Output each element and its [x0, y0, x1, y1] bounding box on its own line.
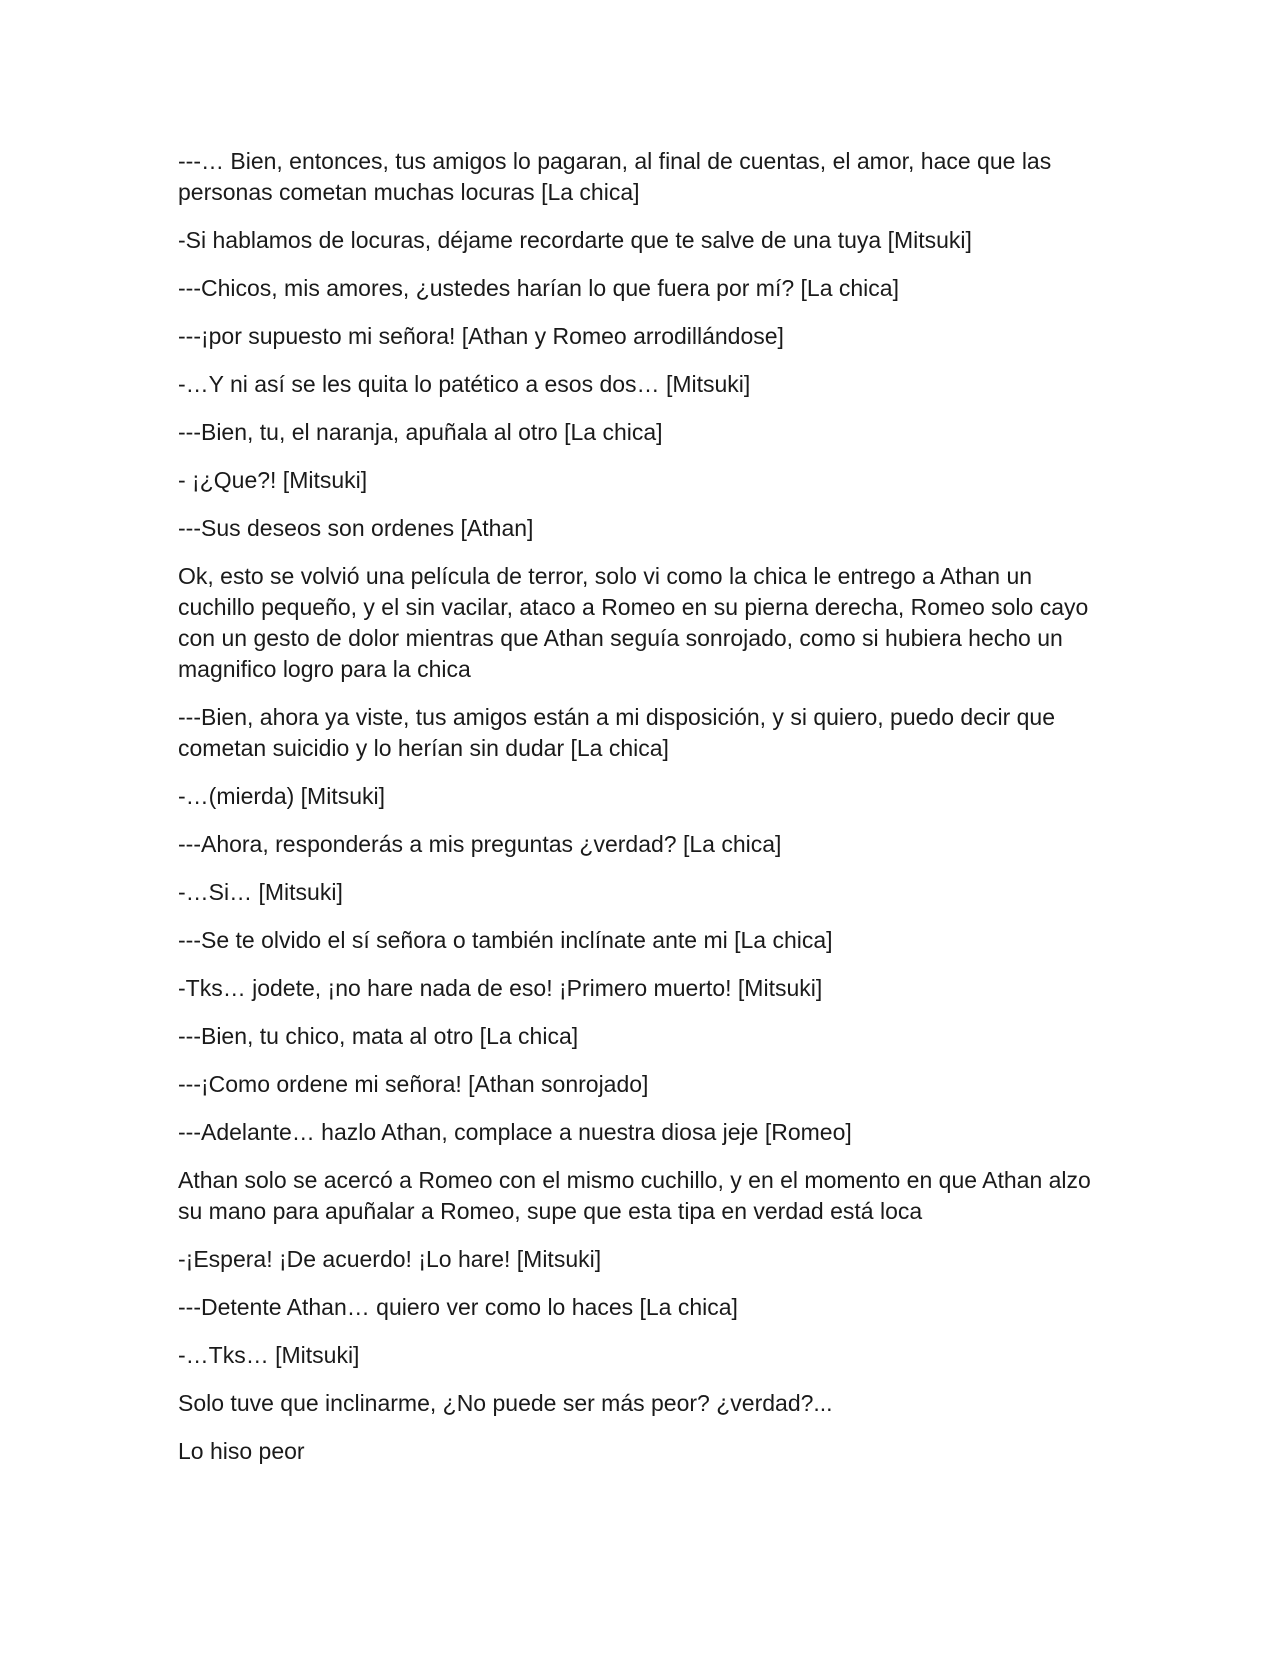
paragraph: -Si hablamos de locuras, déjame recordarte que te salve de una tuya [Mitsuki] [178, 227, 972, 253]
paragraph: ---¡por supuesto mi señora! [Athan y Romeo arrodillándose] [178, 323, 784, 349]
paragraph: ---Adelante… hazlo Athan, complace a nuestra diosa jeje [Romeo] [178, 1119, 852, 1145]
paragraph: ---Se te olvido el sí señora o también inclínate ante mi [La chica] [178, 927, 833, 953]
paragraph: - ¡¿Que?! [Mitsuki] [178, 467, 368, 493]
paragraph: ---Chicos, mis amores, ¿ustedes harían lo que fuera por mí? [La chica] [178, 275, 899, 301]
paragraph: ---Bien, tu chico, mata al otro [La chica] [178, 1023, 579, 1049]
paragraph: -…(mierda) [Mitsuki] [178, 783, 386, 809]
paragraph: -¡Espera! ¡De acuerdo! ¡Lo hare! [Mitsuki] [178, 1246, 602, 1272]
paragraph: ---Bien, ahora ya viste, tus amigos están a mi disposición, y si quiero, puedo decir que cometan suicidio y lo herían sin dudar [La chica] [178, 704, 1055, 761]
paragraph: ---Ahora, responderás a mis preguntas ¿verdad? [La chica] [178, 831, 782, 857]
paragraph: ---… Bien, entonces, tus amigos lo pagaran, al final de cuentas, el amor, hace que las personas cometan muchas locuras [La chica] [178, 148, 1052, 205]
paragraph: Lo hiso peor [178, 1438, 305, 1464]
paragraph: ---¡Como ordene mi señora! [Athan sonrojado] [178, 1071, 649, 1097]
paragraph: ---Bien, tu, el naranja, apuñala al otro [La chica] [178, 419, 663, 445]
paragraph: Ok, esto se volvió una película de terror, solo vi como la chica le entrego a Athan un cuchillo pequeño, y el sin vacilar, ataco a Romeo en su pierna derecha, Romeo solo cayo con un gesto de dolor mientras que Athan seguía sonrojado, como si hubiera hecho un magnifico logro para la chica [178, 563, 1089, 682]
paragraph: -…Tks… [Mitsuki] [178, 1342, 360, 1368]
paragraph: Solo tuve que inclinarme, ¿No puede ser más peor? ¿verdad?... [178, 1390, 833, 1416]
document-body [178, 146, 1098, 1484]
paragraph: ---Sus deseos son ordenes [Athan] [178, 515, 534, 541]
paragraph: Athan solo se acercó a Romeo con el mismo cuchillo, y en el momento en que Athan alzo su mano para apuñalar a Romeo, supe que esta tipa en verdad está loca [178, 1167, 1091, 1224]
paragraph: -…Y ni así se les quita lo patético a esos dos… [Mitsuki] [178, 371, 751, 397]
paragraph: ---Detente Athan… quiero ver como lo haces [La chica] [178, 1294, 738, 1320]
paragraph: -…Si… [Mitsuki] [178, 879, 343, 905]
paragraph: -Tks… jodete, ¡no hare nada de eso! ¡Primero muerto! [Mitsuki] [178, 975, 823, 1001]
